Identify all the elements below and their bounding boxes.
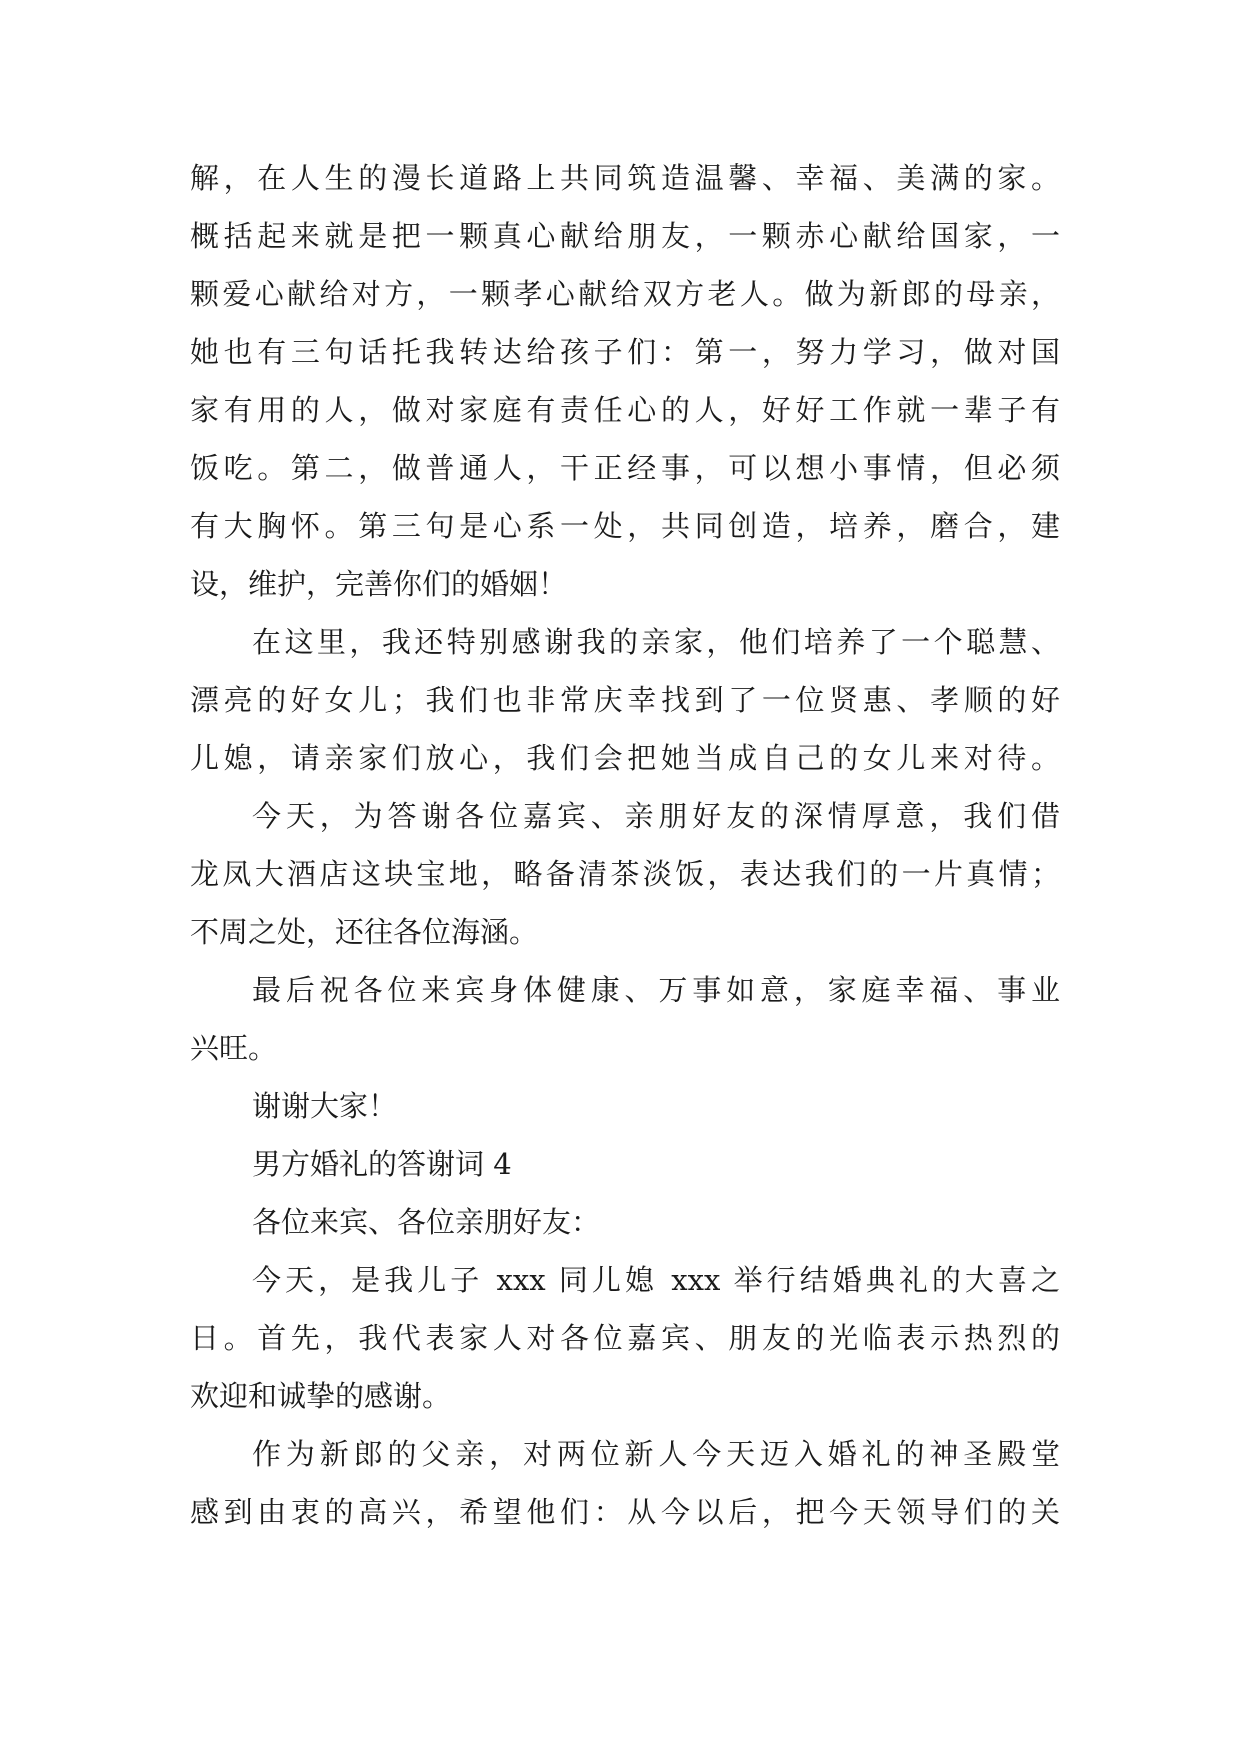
text-line-3: 颗爱心献给对方，一颗孝心献给双方老人。做为新郎的母亲， xyxy=(190,277,1060,311)
text-line-5: 家有用的人，做对家庭有责任心的人，好好工作就一辈子有 xyxy=(190,393,1060,427)
salutation: 各位来宾、各位亲朋好友： xyxy=(252,1205,601,1239)
text-line-6: 饭吃。第二，做普通人，干正经事，可以想小事情，但必须 xyxy=(190,451,1060,485)
text-line-20: 今天，是我儿子 xxx 同儿媳 xxx 举行结婚典礼的大喜之 xyxy=(252,1263,1060,1297)
text-line-2: 概括起来就是把一颗真心献给朋友，一颗赤心献给国家，一 xyxy=(190,219,1060,253)
text-line-22: 欢迎和诚挚的感谢。 xyxy=(190,1379,452,1413)
text-line-16: 兴旺。 xyxy=(190,1031,278,1065)
section-heading: 男方婚礼的答谢词 4 xyxy=(252,1147,512,1181)
text-line-23: 作为新郎的父亲，对两位新人今天迈入婚礼的神圣殿堂 xyxy=(252,1437,1060,1471)
text-line-10: 漂亮的好女儿；我们也非常庆幸找到了一位贤惠、孝顺的好 xyxy=(190,683,1060,717)
text-line-7: 有大胸怀。第三句是心系一处，共同创造，培养，磨合，建 xyxy=(190,509,1060,543)
text-line-1: 解，在人生的漫长道路上共同筑造温馨、幸福、美满的家。 xyxy=(190,161,1060,195)
text-line-12: 今天，为答谢各位嘉宾、亲朋好友的深情厚意，我们借 xyxy=(252,799,1060,833)
text-line-8: 设，维护，完善你们的婚姻！ xyxy=(190,567,568,601)
text-line-9: 在这里，我还特别感谢我的亲家，他们培养了一个聪慧、 xyxy=(252,625,1060,659)
text-line-24: 感到由衷的高兴，希望他们：从今以后，把今天领导们的关 xyxy=(190,1495,1060,1529)
text-line-13: 龙凤大酒店这块宝地，略备清茶淡饭，表达我们的一片真情； xyxy=(190,857,1060,891)
text-line-21: 日。首先，我代表家人对各位嘉宾、朋友的光临表示热烈的 xyxy=(190,1321,1060,1355)
text-line-14: 不周之处，还往各位海涵。 xyxy=(190,915,539,949)
text-line-17: 谢谢大家！ xyxy=(252,1089,398,1123)
text-line-11: 儿媳，请亲家们放心，我们会把她当成自己的女儿来对待。 xyxy=(190,741,1060,775)
text-line-4: 她也有三句话托我转达给孩子们：第一，努力学习，做对国 xyxy=(190,335,1060,369)
text-line-15: 最后祝各位来宾身体健康、万事如意，家庭幸福、事业 xyxy=(252,973,1060,1007)
